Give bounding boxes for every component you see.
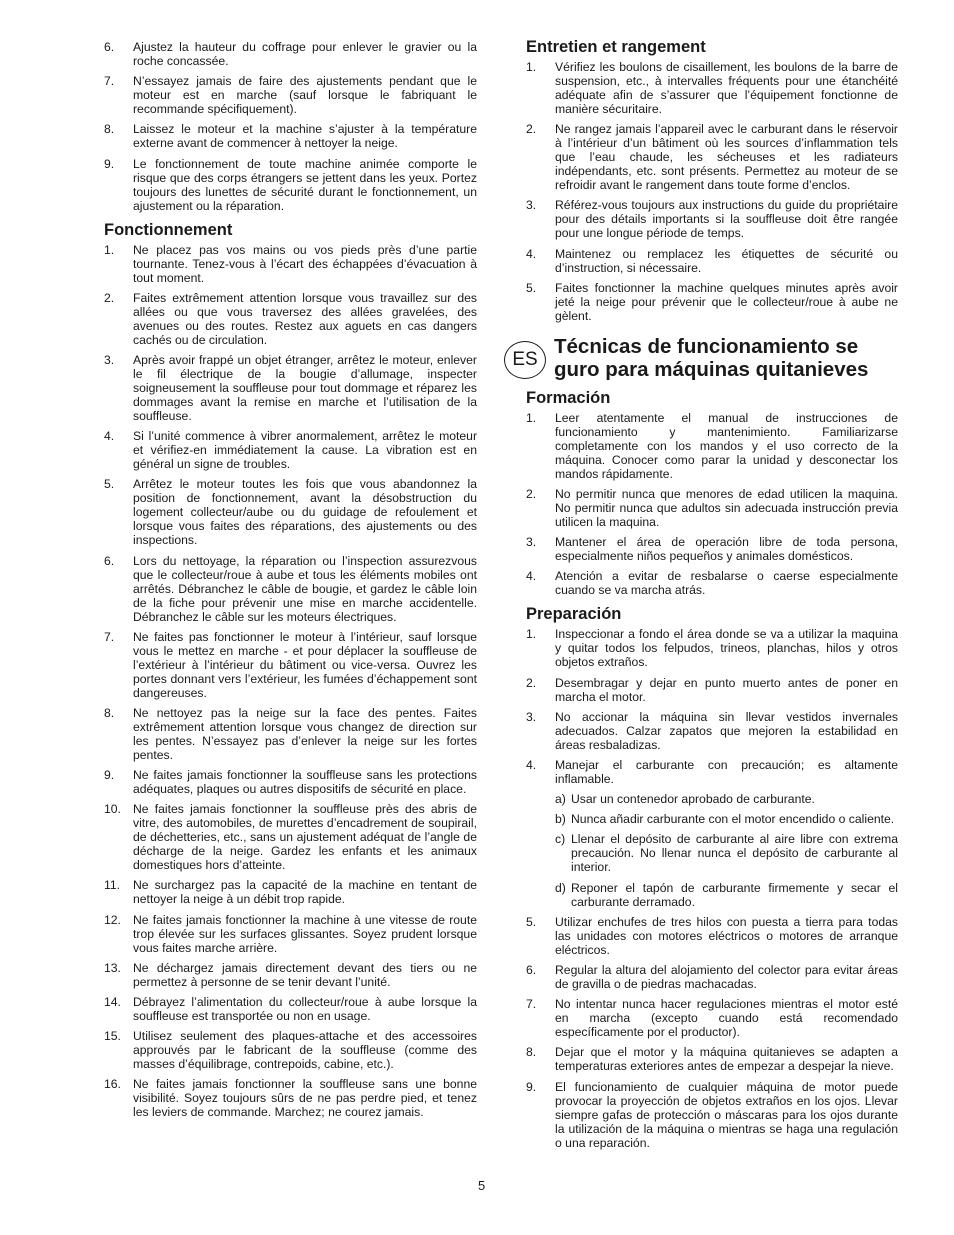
list-item [104, 243, 477, 285]
list-item [104, 429, 477, 471]
list-item [526, 832, 898, 874]
list-item [104, 291, 477, 347]
list-item [104, 878, 477, 906]
list-item-number: 2. [526, 122, 537, 137]
list-item-number: 2. [526, 675, 537, 690]
list-item-text: Mantener el área de operación libre de toda persona, especialmente niños pequeños y animales domésticos. [555, 535, 898, 564]
list-item-text: Reponer el tapón de carburante firmemente y secar el carburante derramado. [571, 880, 898, 909]
list-item-text: Lors du nettoyage, la réparation ou l’inspection assurezvous que le collecteur/roue à aube et tous les éléments mobiles ont arrêtés. Débranchez le câble de bougie, et gardez le câble loin de la fiche pour prévenir une mise en marche accidentelle. Débranchez le câble sur les moteurs électriques. [133, 553, 477, 624]
list-item-number: 14. [104, 995, 121, 1009]
right-column [512, 38, 898, 1156]
list-item-number: 10. [104, 802, 121, 817]
list-item-text: Faites fonctionner la machine quelques minutes après avoir jeté la neige pour prévenir que le collecteur/roue à aube ne gèlent. [555, 280, 898, 323]
list-item-number: 9. [526, 1079, 537, 1094]
list-item-text: Ne déchargez jamais directement devant des tiers ou ne permettez à personne de se tenir devant l’unité. [133, 960, 477, 989]
list-item-text: Si l’unité commence à vibrer anormalement, arrêtez le moteur et vérifiez-en immédiatement la cause. La vibration est en général un signe de troubles. [133, 429, 477, 472]
list-item [526, 758, 898, 786]
list-item [526, 963, 898, 991]
preparacion-list-a [526, 627, 898, 786]
list-item-number: 13. [104, 960, 121, 975]
spanish-section-header [512, 334, 898, 381]
list-item-text: Faites extrêmement attention lorsque vous travaillez sur des allées ou que vous traversez des allées gravelées, des avenues ou des routes. Restez aux aguets en cas dangers cachés ou de circulation. [133, 290, 477, 347]
list-item-number: 4. [526, 757, 537, 772]
list-item-number: 3. [526, 709, 537, 724]
list-item [526, 281, 898, 323]
list-item [526, 881, 898, 909]
list-item [104, 1029, 477, 1071]
list-item-number: 5. [526, 914, 537, 929]
list-item-text: Laissez le moteur et la machine s’ajuster à la température externe avant de commencer à nettoyer la neige. [133, 122, 477, 151]
list-item-text: Ne surchargez pas la capacité de la machine en tentant de nettoyer la neige à un débit trop rapide. [133, 878, 477, 907]
list-item-text: N’essayez jamais de faire des ajustements pendant que le moteur est en marche (sauf lorsque le fabriquant le recommande spécifiquement). [133, 74, 477, 117]
list-item [526, 535, 898, 563]
list-item-number: 12. [104, 912, 121, 927]
list-item-text: Vérifiez les boulons de cisaillement, les boulons de la barre de suspension, etc., à intervalles fréquents pour une étanchéité adéquate afin de s’assurer que l’équipement fonctionne de manière sécuritaire. [555, 60, 898, 116]
list-item-text: Inspeccionar a fondo el área donde se va a utilizar la maquina y quitar todos los felpudos, trineos, planchas, hilos y otros objetos extraños. [555, 627, 898, 670]
list-item-number: 4. [526, 246, 537, 261]
list-item [526, 710, 898, 752]
list-item [104, 630, 477, 700]
formacion-list [526, 411, 898, 598]
list-item-number: 1. [526, 60, 537, 74]
list-item-text: Leer atentamente el manual de instrucciones de funcionamiento y mantenimiento. Familiarizarse completamente con los mandos y el uso correcto de la máquina. Conocer como parar la unidad y desconectar los mandos rápidamente. [555, 410, 898, 481]
list-item-text: Usar un contenedor aprobado de carburante. [571, 792, 815, 807]
list-item-text: Utilizar enchufes de tres hilos con puesta a tierra para todas las unidades con motores eléctricos o motores de arranque eléctricos. [555, 914, 898, 957]
list-item-number: 3. [526, 198, 537, 213]
list-item-number: a) [555, 792, 566, 807]
list-item-number: 7. [104, 74, 115, 89]
list-item-number: 7. [526, 997, 537, 1012]
list-item [526, 997, 898, 1039]
list-item-text: Ne faites jamais fonctionner la machine à une vitesse de route trop élevée sur les surfaces glissantes. Soyez prudent lorsque vous faites marche arrière. [133, 912, 477, 955]
list-item [526, 792, 898, 806]
list-item-text: Arrêtez le moteur toutes les fois que vous abandonnez la position de fonctionnement, avant la désobstruction du logement collecteur/aube ou du guidage de refoulement et lorsque vous faites des réparations, des ajustements ou des inspections. [133, 477, 477, 548]
list-item-number: 3. [104, 352, 115, 367]
list-item [104, 706, 477, 762]
list-item-text: Atención a evitar de resbalarse o caerse especialmente cuando se va marcha atrás. [555, 569, 898, 598]
list-item [104, 353, 477, 423]
list-item [526, 1045, 898, 1073]
list-item-number: 6. [526, 963, 537, 977]
fonctionnement-list [104, 243, 477, 1120]
list-item-number: 6. [104, 553, 115, 568]
list-item-number: 16. [104, 1077, 121, 1092]
list-item [526, 812, 898, 826]
list-item-text: Ne faites pas fonctionner le moteur à l’intérieur, sauf lorsque vous le mettez en marche - et pour déplacer la souffleuse de l’extérieur à l’intérieur du bâtiment ou vice-versa. Ouvrez les portes donnant vers l’extérieur, les fumées d’échappement sont dangereuses. [133, 629, 477, 700]
list-item [104, 74, 477, 116]
list-item [104, 995, 477, 1023]
list-item [526, 122, 898, 192]
list-item-text: Ne placez pas vos mains ou vos pieds près d’une partie tournante. Tenez-vous à l’écart des échappées d’évacuation à tout moment. [133, 242, 477, 285]
entretien-list [526, 60, 898, 323]
list-item-number: 4. [526, 569, 537, 584]
list-item-number: b) [555, 812, 566, 827]
list-item-text: Référez-vous toujours aux instructions du guide du propriétaire pour des détails importants si la souffleuse doit être rangée pour une longue période de temps. [555, 198, 898, 241]
list-item [104, 122, 477, 150]
section-heading-entretien: Entretien et rangement [526, 38, 706, 56]
list-item-number: 1. [104, 242, 115, 257]
list-item-text: Ne faites jamais fonctionner la souffleuse sans une bonne visibilité. Soyez toujours sûrs de ne pas perdre pied, et tenez les leviers de commande. Marchez; ne courez jamais. [133, 1077, 477, 1120]
spanish-title-line-2: guro para máquinas quitanieves [554, 357, 869, 381]
list-item [104, 40, 477, 68]
list-item [526, 487, 898, 529]
list-item [526, 411, 898, 481]
left-column [104, 38, 477, 1126]
list-item-text: Llenar el depósito de carburante al aire libre con extrema precaución. No llenar nunca el depósito de carburante al interior. [571, 832, 898, 875]
list-item-number: 6. [104, 40, 115, 54]
list-item-number: 2. [526, 486, 537, 501]
list-item-number: 1. [526, 627, 537, 642]
list-item-number: d) [555, 880, 566, 895]
list-item-text: Regular la altura del alojamiento del colector para evitar áreas de gravilla o de piedras machacadas. [555, 963, 898, 991]
list-item [104, 802, 477, 872]
list-item-text: Ne nettoyez pas la neige sur la face des pentes. Faites extrêmement attention lorsque vous changez de direction sur les pentes. N’essayez pas d’enlever la neige sur les fortes pentes. [133, 705, 477, 762]
list-item [526, 676, 898, 704]
list-item-number: 1. [526, 410, 537, 425]
list-item-text: No intentar nunca hacer regulaciones mientras el motor esté en marcha (excepto cuando está recomendado específicamente por el productor). [555, 997, 898, 1040]
spanish-title-line-1: Técnicas de funcionamiento se [554, 334, 859, 358]
list-item-text: Nunca añadir carburante con el motor encendido o caliente. [571, 812, 895, 827]
section-heading-fonctionnement: Fonctionnement [104, 220, 233, 239]
list-item-number: 9. [104, 768, 115, 783]
section-heading-preparacion: Preparación [526, 605, 622, 624]
list-item [526, 627, 898, 669]
list-item-text: Ne faites jamais fonctionner la souffleuse près des abris de vitre, des automobiles, de murettes d’encadrement de soupirail, de déchetteries, etc., sans un ajustement adéquat de l’angle de décharge de la neige. Gardez les enfants et les animaux domestiques hors d’atteinte. [133, 802, 477, 873]
list-item [526, 569, 898, 597]
section-heading-formacion: Formación [526, 388, 611, 407]
list-item-text: Ajustez la hauteur du coffrage pour enlever le gravier ou la roche concassée. [133, 40, 477, 68]
list-item-text: Maintenez ou remplacez les étiquettes de sécurité ou d’instruction, si nécessaire. [555, 246, 898, 275]
preparacion-sub-list [526, 792, 898, 909]
list-item [526, 198, 898, 240]
list-item-text: Dejar que el motor y la máquina quitanieves se adapten a temperaturas exteriores antes de empezar a despejar la nieve. [555, 1045, 898, 1074]
list-item-text: El funcionamiento de cualquier máquina de motor puede provocar la proyección de objetos extraños en los ojos. Llevar siempre gafas de protección o máscaras para los ojos durante la utilización de la máquina o mientras se haga una regulación o una reparación. [555, 1079, 898, 1150]
list-item-number: 5. [104, 477, 115, 492]
list-item [104, 157, 477, 213]
list-item-number: 15. [104, 1029, 121, 1044]
list-item [104, 961, 477, 989]
list-item-number: 11. [104, 878, 121, 893]
language-badge-es: ES [504, 341, 546, 379]
list-item-number: 8. [526, 1045, 537, 1060]
spanish-section-title [554, 335, 868, 381]
list-item-number: 4. [104, 429, 115, 444]
list-item-number: 2. [104, 290, 115, 305]
list-item-number: c) [555, 832, 566, 847]
list-item [104, 913, 477, 955]
list-item-text: No accionar la máquina sin llevar vestidos invernales adecuados. Calzar zapatos que mejoren la estabilidad en áreas resbaladizas. [555, 709, 898, 752]
list-item-text: Après avoir frappé un objet étranger, arrêtez le moteur, enlever le fil électrique de la bougie d’allumage, inspecter soigneusement la souffleuse pour tout dommage et réparez les dommages avant la remise en marche et l’utilisation de la souffleuse. [133, 352, 477, 423]
safety-list-continued [104, 40, 477, 213]
list-item-text: No permitir nunca que menores de edad utilicen la maquina. No permitir nunca que adultos sin adecuada instrucción previa utilicen la maquina. [555, 486, 898, 529]
list-item-text: Ne rangez jamais l’appareil avec le carburant dans le réservoir à l’intérieur d’un bâtiment où les sources d’inflammation tels que l’eau chaude, les sécheuses et les radiateurs indépendants, etc. sont présents. Permettez au moteur de se refroidir avant le rangement dans toute forme d’enclos. [555, 122, 898, 193]
list-item [104, 768, 477, 796]
list-item [526, 60, 898, 116]
list-item-number: 5. [526, 280, 537, 295]
list-item-number: 9. [104, 156, 115, 171]
list-item-number: 8. [104, 122, 115, 137]
list-item [526, 1080, 898, 1150]
list-item-number: 3. [526, 535, 537, 550]
list-item-text: Ne faites jamais fonctionner la souffleuse sans les protections adéquates, plaques ou autres dispositifs de sécurité en place. [133, 768, 477, 797]
list-item-number: 8. [104, 705, 115, 720]
page-number: 5 [478, 1178, 486, 1193]
list-item-text: Débrayez l’alimentation du collecteur/roue à aube lorsque la souffleuse est transportée ou non en usage. [133, 995, 477, 1023]
list-item-number: 7. [104, 629, 115, 644]
list-item [104, 554, 477, 624]
list-item [526, 915, 898, 957]
list-item [104, 477, 477, 547]
list-item-text: Desembragar y dejar en punto muerto antes de poner en marcha el motor. [555, 675, 898, 704]
list-item [526, 247, 898, 275]
list-item [104, 1077, 477, 1119]
preparacion-list-b [526, 915, 898, 1150]
list-item-text: Le fonctionnement de toute machine animée comporte le risque que des corps étrangers se jettent dans les yeux. Portez toujours des lunettes de sécurité durant le fonctionnement, un ajustement ou la réparation. [133, 156, 477, 213]
list-item-text: Manejar el carburante con precaución; es altamente inflamable. [555, 757, 898, 786]
list-item-text: Utilisez seulement des plaques-attache et des accessoires approuvés par le fabricant de la souffleuse (comme des masses d’équilibrage, contrepoids, cabine, etc.). [133, 1029, 477, 1072]
